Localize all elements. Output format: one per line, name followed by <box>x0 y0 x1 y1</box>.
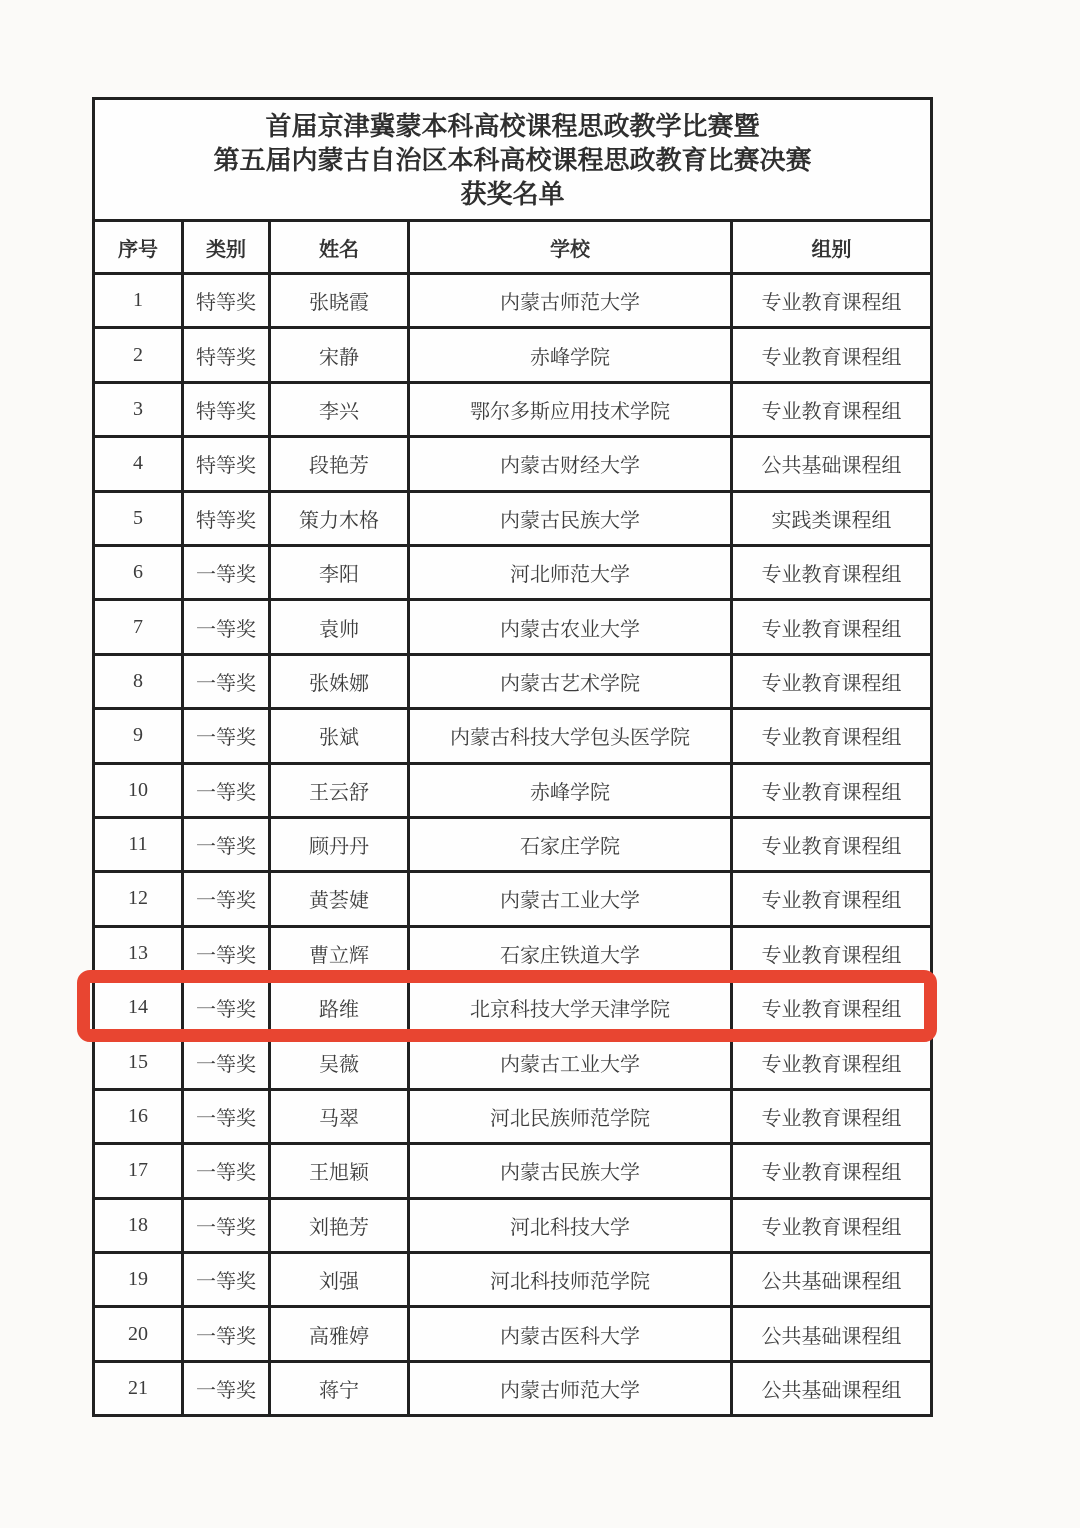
cell-category: 一等奖 <box>181 653 268 707</box>
cell-name: 宋静 <box>268 326 407 380</box>
cell-group: 专业教育课程组 <box>730 762 930 816</box>
cell-name: 吴薇 <box>268 1033 407 1087</box>
cell-school: 鄂尔多斯应用技术学院 <box>407 381 730 435</box>
cell-name: 刘强 <box>268 1251 407 1305</box>
cell-school: 石家庄学院 <box>407 816 730 870</box>
header-school: 学校 <box>407 222 730 272</box>
cell-group: 公共基础课程组 <box>730 435 930 489</box>
cell-index: 19 <box>95 1251 181 1305</box>
cell-name: 高雅婷 <box>268 1305 407 1359</box>
cell-name: 马翠 <box>268 1088 407 1142</box>
cell-group: 专业教育课程组 <box>730 1142 930 1196</box>
cell-name: 张斌 <box>268 707 407 761</box>
cell-category: 一等奖 <box>181 1088 268 1142</box>
cell-category: 一等奖 <box>181 979 268 1033</box>
cell-index: 6 <box>95 544 181 598</box>
title-line-2: 第五届内蒙古自治区本科高校课程思政教育比赛决赛 <box>213 144 812 175</box>
header-group: 组别 <box>730 222 930 272</box>
cell-school: 赤峰学院 <box>407 762 730 816</box>
cell-index: 16 <box>95 1088 181 1142</box>
cell-name: 李兴 <box>268 381 407 435</box>
cell-group: 专业教育课程组 <box>730 816 930 870</box>
cell-name: 曹立辉 <box>268 925 407 979</box>
cell-index: 20 <box>95 1305 181 1359</box>
cell-school: 内蒙古师范大学 <box>407 272 730 326</box>
cell-name: 路维 <box>268 979 407 1033</box>
cell-group: 专业教育课程组 <box>730 653 930 707</box>
cell-index: 7 <box>95 598 181 652</box>
cell-index: 5 <box>95 490 181 544</box>
cell-school: 内蒙古艺术学院 <box>407 653 730 707</box>
header-index: 序号 <box>118 238 158 261</box>
cell-group: 专业教育课程组 <box>730 326 930 380</box>
cell-school: 北京科技大学天津学院 <box>407 979 730 1033</box>
cell-category: 一等奖 <box>181 1033 268 1087</box>
header-category: 类别 <box>181 222 268 272</box>
cell-school: 石家庄铁道大学 <box>407 925 730 979</box>
cell-name: 张晓霞 <box>268 272 407 326</box>
cell-name: 张姝娜 <box>268 653 407 707</box>
cell-category: 一等奖 <box>181 1305 268 1359</box>
cell-index: 13 <box>95 925 181 979</box>
cell-school: 赤峰学院 <box>407 326 730 380</box>
awards-table-grid <box>95 222 930 1414</box>
cell-group: 专业教育课程组 <box>730 870 930 924</box>
cell-school: 内蒙古民族大学 <box>407 490 730 544</box>
cell-school: 内蒙古民族大学 <box>407 1142 730 1196</box>
cell-school: 内蒙古师范大学 <box>407 1360 730 1414</box>
header-name: 姓名 <box>268 222 407 272</box>
cell-category: 一等奖 <box>181 598 268 652</box>
cell-group: 专业教育课程组 <box>730 707 930 761</box>
cell-name: 黄荟婕 <box>268 870 407 924</box>
cell-school: 内蒙古财经大学 <box>407 435 730 489</box>
cell-index: 15 <box>95 1033 181 1087</box>
cell-category: 一等奖 <box>181 1360 268 1414</box>
cell-index: 17 <box>95 1142 181 1196</box>
cell-group: 实践类课程组 <box>730 490 930 544</box>
cell-group: 公共基础课程组 <box>730 1251 930 1305</box>
cell-school: 内蒙古工业大学 <box>407 870 730 924</box>
cell-category: 一等奖 <box>181 816 268 870</box>
cell-index: 2 <box>95 326 181 380</box>
cell-category: 一等奖 <box>181 544 268 598</box>
cell-index: 9 <box>95 707 181 761</box>
cell-school: 河北科技大学 <box>407 1197 730 1251</box>
title-line-3: 获奖名单 <box>460 178 565 209</box>
cell-category: 一等奖 <box>181 1251 268 1305</box>
cell-group: 专业教育课程组 <box>730 1197 930 1251</box>
cell-category: 特等奖 <box>181 435 268 489</box>
cell-group: 专业教育课程组 <box>730 598 930 652</box>
cell-index: 1 <box>95 272 181 326</box>
title-line-1: 首届京津冀蒙本科高校课程思政教学比赛暨 <box>265 110 760 141</box>
cell-group: 公共基础课程组 <box>730 1305 930 1359</box>
cell-index: 8 <box>95 653 181 707</box>
document-title <box>95 100 930 222</box>
cell-group: 专业教育课程组 <box>730 979 930 1033</box>
cell-group: 专业教育课程组 <box>730 272 930 326</box>
cell-index: 4 <box>95 435 181 489</box>
cell-category: 一等奖 <box>181 762 268 816</box>
cell-index: 3 <box>95 381 181 435</box>
cell-school: 河北民族师范学院 <box>407 1088 730 1142</box>
cell-index: 18 <box>95 1197 181 1251</box>
cell-name: 段艳芳 <box>268 435 407 489</box>
cell-name: 刘艳芳 <box>268 1197 407 1251</box>
cell-index: 21 <box>95 1360 181 1414</box>
cell-category: 一等奖 <box>181 925 268 979</box>
cell-category: 一等奖 <box>181 1142 268 1196</box>
cell-name: 顾丹丹 <box>268 816 407 870</box>
cell-school: 河北师范大学 <box>407 544 730 598</box>
cell-index: 12 <box>95 870 181 924</box>
cell-category: 特等奖 <box>181 490 268 544</box>
cell-group: 专业教育课程组 <box>730 925 930 979</box>
cell-category: 一等奖 <box>181 1197 268 1251</box>
cell-group: 专业教育课程组 <box>730 544 930 598</box>
cell-index: 10 <box>95 762 181 816</box>
cell-category: 一等奖 <box>181 870 268 924</box>
cell-school: 内蒙古科技大学包头医学院 <box>407 707 730 761</box>
cell-group: 专业教育课程组 <box>730 1088 930 1142</box>
cell-name: 李阳 <box>268 544 407 598</box>
cell-school: 内蒙古医科大学 <box>407 1305 730 1359</box>
cell-index: 14 <box>95 979 181 1033</box>
cell-name: 蒋宁 <box>268 1360 407 1414</box>
cell-group: 专业教育课程组 <box>730 381 930 435</box>
cell-group: 公共基础课程组 <box>730 1360 930 1414</box>
cell-index: 11 <box>95 816 181 870</box>
cell-name: 策力木格 <box>268 490 407 544</box>
cell-group: 专业教育课程组 <box>730 1033 930 1087</box>
cell-category: 特等奖 <box>181 326 268 380</box>
cell-school: 内蒙古工业大学 <box>407 1033 730 1087</box>
cell-name: 袁帅 <box>268 598 407 652</box>
awards-table <box>92 97 933 1417</box>
cell-school: 河北科技师范学院 <box>407 1251 730 1305</box>
cell-school: 内蒙古农业大学 <box>407 598 730 652</box>
cell-name: 王云舒 <box>268 762 407 816</box>
cell-category: 特等奖 <box>181 381 268 435</box>
cell-name: 王旭颖 <box>268 1142 407 1196</box>
cell-category: 一等奖 <box>181 707 268 761</box>
cell-category: 特等奖 <box>181 272 268 326</box>
